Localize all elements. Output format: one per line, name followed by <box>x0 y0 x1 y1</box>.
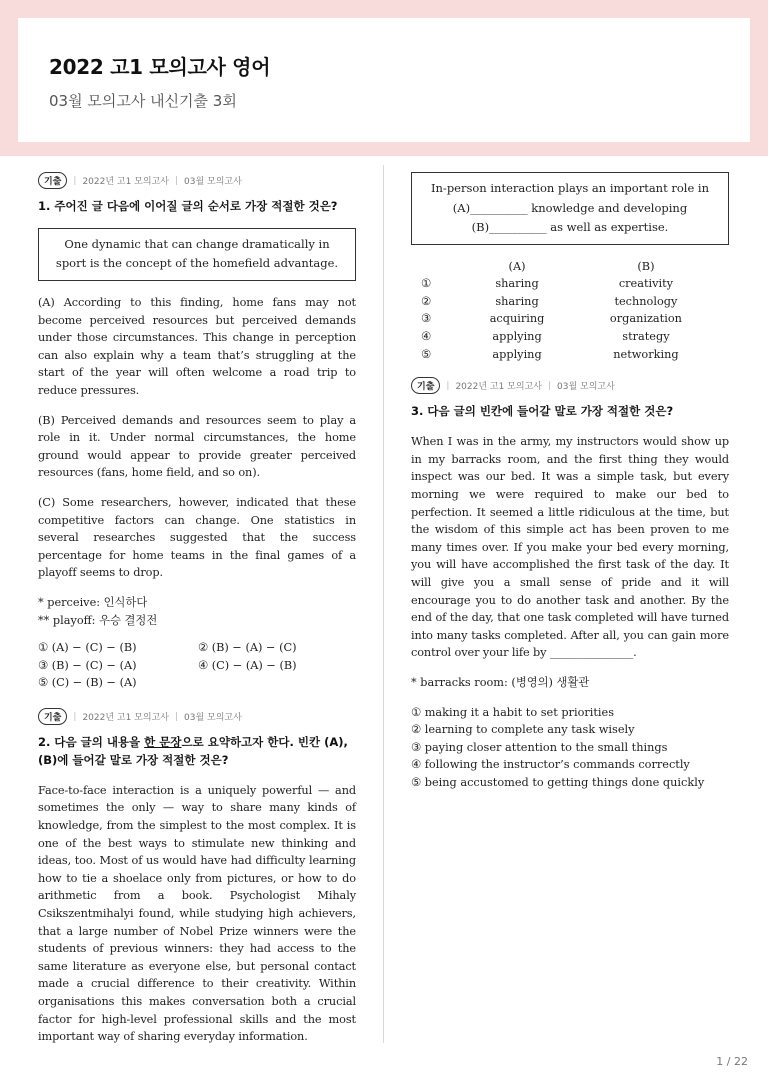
page-subtitle: 03월 모의고사 내신기출 3회 <box>49 92 237 110</box>
option-1[interactable]: ① (A) − (C) − (B) <box>38 641 137 655</box>
source-year: 2022년 고1 모의고사 <box>82 177 169 187</box>
question-title: 1. 주어진 글 다음에 이어질 글의 순서로 가장 적절한 것은? <box>38 199 338 213</box>
question-2 <box>38 708 356 1046</box>
choice-a: applying <box>492 347 542 361</box>
header-col-b: (B) <box>637 259 655 273</box>
choice-row[interactable] <box>411 346 711 364</box>
column-divider <box>383 165 384 1043</box>
paragraph-a: (A) According to this finding, home fans may not become perceived resources but perceived demands under those circumstances. This change in perception can also explain why a team that’s struggling at the start of the year will often welcome a road trip to reduce pressures. <box>38 295 356 397</box>
choice-a: sharing <box>495 294 539 308</box>
option-2[interactable]: ② learning to complete any task wisely <box>411 723 635 737</box>
choice-row[interactable] <box>411 275 711 293</box>
summary-box: In-person interaction plays an important role in (A)__________ knowledge and developing (B)__________ as well as expertise. <box>411 172 729 245</box>
title-part: 으로 요약하고자 한다. 빈칸 (A), (B)에 들어갈 말로 가장 적절한 것은? <box>38 735 348 767</box>
choice-b: organization <box>609 312 682 326</box>
page-title: 2022 고1 모의고사 영어 <box>49 55 271 79</box>
question-title <box>38 734 356 770</box>
gichul-badge: 기출 <box>38 708 67 725</box>
choice-b: technology <box>614 294 678 308</box>
source-year: 2022년 고1 모의고사 <box>455 382 542 393</box>
choice-a: acquiring <box>489 312 545 326</box>
choice-number: ① <box>421 277 432 291</box>
gichul-badge: 기출 <box>38 172 67 189</box>
choice-a: sharing <box>495 277 539 291</box>
given-sentence-box: One dynamic that can change dramatically in sport is the concept of the homefield advantage. <box>38 228 356 281</box>
tag-separator: | <box>174 175 179 186</box>
title-underlined-part: 한 문장 <box>144 735 182 750</box>
option-2[interactable]: ② (B) − (A) − (C) <box>198 641 297 655</box>
source-year: 2022년 고1 모의고사 <box>82 713 169 724</box>
choice-row[interactable] <box>411 328 711 346</box>
tag-separator: | <box>174 711 179 722</box>
choice-number: ⑤ <box>421 347 432 361</box>
question-source-tag <box>411 377 729 394</box>
option-1[interactable]: ① making it a habit to set priorities <box>411 705 615 719</box>
source-month: 03월 모의고사 <box>184 713 242 724</box>
page-number: 1 / 22 <box>716 1055 748 1068</box>
table-header-row <box>411 258 711 276</box>
choice-b: strategy <box>622 330 670 344</box>
option-5[interactable]: ⑤ being accustomed to getting things done quickly <box>411 776 705 790</box>
choice-number: ③ <box>421 312 432 326</box>
option-4[interactable]: ④ following the instructor’s commands correctly <box>411 758 690 772</box>
tag-separator: | <box>73 711 77 722</box>
right-column <box>411 172 729 808</box>
question-3 <box>411 377 729 791</box>
option-3[interactable]: ③ (B) − (C) − (A) <box>38 658 137 672</box>
tag-separator: | <box>547 380 552 391</box>
option-4[interactable]: ④ (C) − (A) − (B) <box>198 658 297 672</box>
question-title: 3. 다음 글의 빈칸에 들어갈 말로 가장 적절한 것은? <box>411 404 674 419</box>
header-card <box>18 18 750 142</box>
option-3[interactable]: ③ paying closer attention to the small things <box>411 740 668 754</box>
paragraph-b: (B) Perceived demands and resources seem to play a role in it. Under normal circumstances, the home ground would appear to provide greater perceived resources (fans, home field, and so on). <box>38 413 356 480</box>
choice-row[interactable] <box>411 293 711 311</box>
source-month: 03월 모의고사 <box>557 382 615 393</box>
choices-table <box>411 258 711 364</box>
answer-options <box>411 704 729 792</box>
choice-number: ④ <box>421 330 432 344</box>
footnote: ** playoff: 우승 결정전 <box>38 613 158 627</box>
option-5[interactable]: ⑤ (C) − (B) − (A) <box>38 676 137 690</box>
paragraph-c: (C) Some researchers, however, indicated that these competitive factors can change. One statistics in several researches suggested that the success percentage for home teams in the final games of a playoff seems to drop. <box>38 496 356 580</box>
footnote: * perceive: 인식하다 <box>38 596 148 610</box>
question-source-tag <box>38 708 356 725</box>
question-source-tag <box>38 172 356 189</box>
source-month: 03월 모의고사 <box>184 177 242 187</box>
choice-row[interactable] <box>411 310 711 328</box>
answer-options <box>38 639 356 692</box>
header-col-a: (A) <box>508 259 526 273</box>
question-1 <box>38 172 356 692</box>
choice-a: applying <box>492 330 542 344</box>
gichul-badge: 기출 <box>411 377 440 394</box>
passage: Face-to-face interaction is a uniquely powerful — and sometimes the only — way to share many kinds of knowledge, from the simplest to the most complex. It is one of the best ways to stimulate new thinking and ideas, too. Most of us would have had difficulty learning how to tie a shoelace only from pictures, or how to do arithmetic from a book. Psychologist Mihaly Csikszentmihalyi found, while studying high achievers, that a large number of Nobel Prize winners were the students of previous winners: they had access to the same literature as everyone else, but personal contact made a crucial difference to their creativity. Within organisations this makes conversation both a crucial factor for high-level professional skills and the most important way of sharing everyday information. <box>38 783 356 1044</box>
header-num <box>411 258 453 276</box>
footnote: * barracks room: (병영의) 생활관 <box>411 676 590 690</box>
title-part: 2. 다음 글의 내용을 <box>38 735 145 750</box>
choice-b: networking <box>613 347 679 361</box>
passage: When I was in the army, my instructors would show up in my barracks room, and the first thing they would inspect was our bed. It was a simple task, but every morning we were required to make our bed to perfection. It seemed a little ridiculous at the time, but the wisdom of this simple act has been proven to me many times over. If you make your bed every morning, you will have accomplished the first task of the day. It will give you a small sense of pride and it will encourage you to do another task and another. By the end of the day, that one task completed will have turned into many tasks completed. After all, you can gain more control over your life by _______________. <box>411 435 729 660</box>
tag-separator: | <box>73 175 77 186</box>
choice-number: ② <box>421 294 432 308</box>
left-column <box>38 172 356 1062</box>
choice-b: creativity <box>618 277 674 291</box>
tag-separator: | <box>446 380 450 391</box>
